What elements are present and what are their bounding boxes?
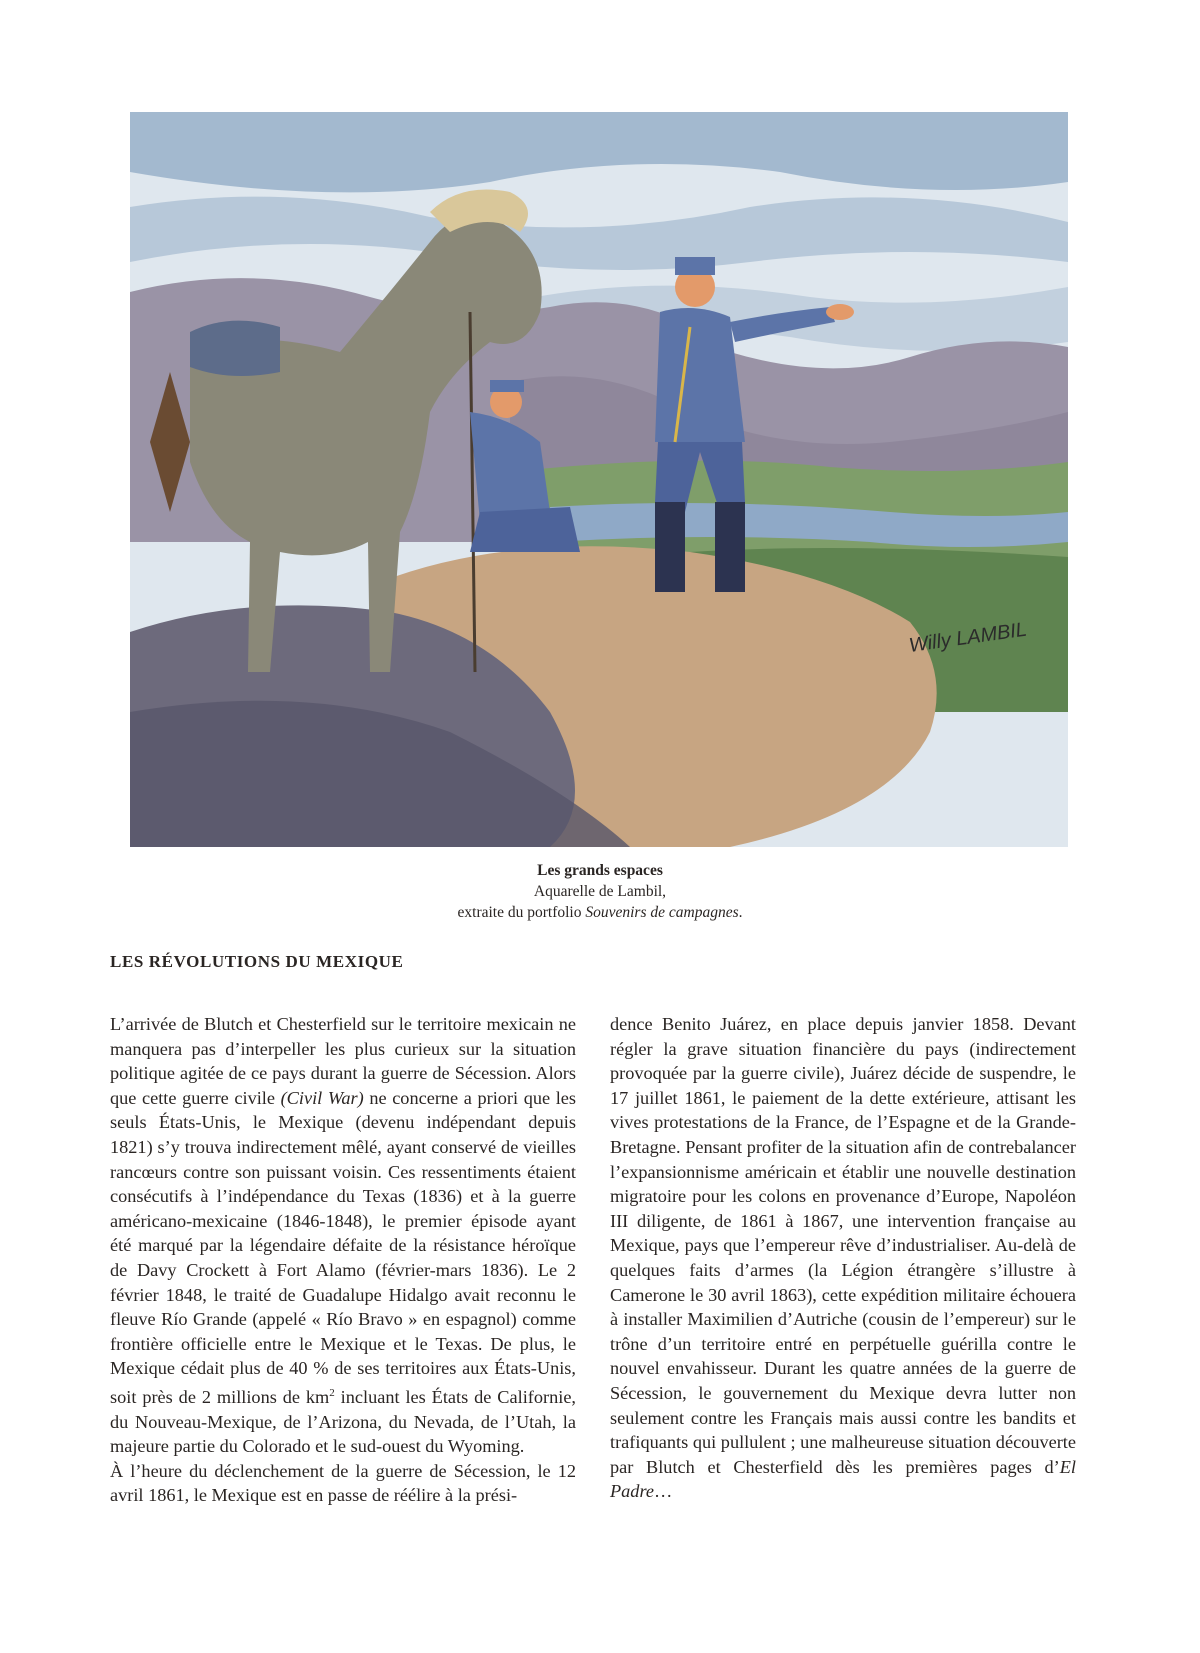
- caption-source-prefix: extraite du portfolio: [457, 904, 586, 921]
- standing-soldier-boot-left: [655, 502, 685, 592]
- standing-soldier-hand: [826, 304, 854, 320]
- paragraph: [110, 1012, 576, 1459]
- standing-soldier-cap: [675, 257, 715, 275]
- text-column-left: [110, 1012, 576, 1508]
- seated-soldier-cap: [490, 380, 524, 392]
- illustration-svg: [130, 112, 1068, 847]
- paragraph-italic: (Civil War): [280, 1087, 364, 1108]
- illustration-caption: [360, 860, 840, 923]
- paragraph-text: dence Benito Juárez, en place depuis janvier 1858. Devant régler la grave situation financière du pays (indirectement provoquée par la guerre civile), Juárez décide de suspendre, le 17 juillet 1861, le paiement de la dette extérieure, attisant les vives protestations de la France, de l’Espagne et de la Grande-Bretagne. Pensant profiter de la situation afin de contrebalancer l’expansionnisme américain et établir une nouvelle destination migratoire pour les colons en provenance d’Europe, Napoléon III diligente, de 1861 à 1867, une intervention française au Mexique, pays que l’empereur rêve d’industrialiser. Au-delà de quelques faits d’armes (la Légion étrangère s’illustre à Camerone le 30 avril 1863), cette expédition militaire échouera à installer Maximilien d’Autriche (cousin de l’empereur) sur le trône d’un territoire entré en perpétuelle guérilla contre le nouvel envahisseur. Durant les quatre années de la guerre de Sécession, le gouvernement du Mexique devra lutter non seulement contre les Français mais aussi contre les bandits et trafiquants qui pullulent ; une malheureuse situation découverte par Blutch et Chesterfield dès les premières pages d’: [610, 1014, 1076, 1477]
- caption-source: [360, 902, 840, 923]
- text-column-right: [610, 1012, 1076, 1504]
- paragraph-text: incluant les États de Californie, du Nouveau-Mexique, de l’Arizona, du Nevada, de l’Utah, la majeure partie du Colorado et le sud-ouest du Wyoming.: [110, 1387, 576, 1457]
- artist-signature: Willy LAMBIL: [907, 618, 1029, 657]
- superscript: 2: [329, 1386, 335, 1399]
- paragraph: À l’heure du déclenchement de la guerre de Sécession, le 12 avril 1861, le Mexique est en passe de réélire à la prési-: [110, 1460, 576, 1506]
- album-title: El Padre: [610, 1456, 1076, 1502]
- caption-medium: Aquarelle de Lambil,: [533, 883, 667, 900]
- caption-title: Les grands espaces: [537, 862, 663, 879]
- standing-soldier-boot-right: [715, 502, 745, 592]
- seated-soldier-legs: [470, 507, 580, 552]
- caption-portfolio-title: Souvenirs de campagnes: [585, 904, 739, 921]
- caption-source-suffix: .: [738, 904, 743, 921]
- paragraph-text: …: [654, 1481, 673, 1502]
- paragraph: [610, 1012, 1076, 1504]
- saddle-bag: [190, 321, 280, 376]
- section-heading: LES RÉVOLUTIONS DU MEXIQUE: [110, 952, 404, 971]
- paragraph-text: L’arrivée de Blutch et Chesterfield sur le territoire mexicain ne manquera pas d’interpeller les plus curieux sur la situation politique agitée de ce pays durant la guerre de Sécession. Alors que cette guerre civile: [110, 1014, 576, 1108]
- paragraph-text: ne concerne a priori que les seuls États-Unis, le Mexique (devenu indépendant depuis 1821) s’y trouva indirectement mêlé, ayant conservé de vieilles rancœurs contre son puissant voisin. Ces ressentiments étaient consécutifs à l’indépendance du Texas (1836) et à la guerre américano-mexicaine (1846-1848), le premier épisode ayant été marqué par la légendaire défaite de la résistance héroïque de Davy Crockett à Fort Alamo (février-mars 1836). Le 2 février 1848, le traité de Guadalupe Hidalgo avait reconnu le fleuve Río Grande (appelé « Río Bravo » en espagnol) comme frontière officielle entre le Mexique et le Texas. De plus, le Mexique cédait plus de 40 % de ses territoires aux États-Unis, soit près de 2 millions de km: [110, 1087, 576, 1407]
- watercolor-illustration: [130, 112, 1068, 847]
